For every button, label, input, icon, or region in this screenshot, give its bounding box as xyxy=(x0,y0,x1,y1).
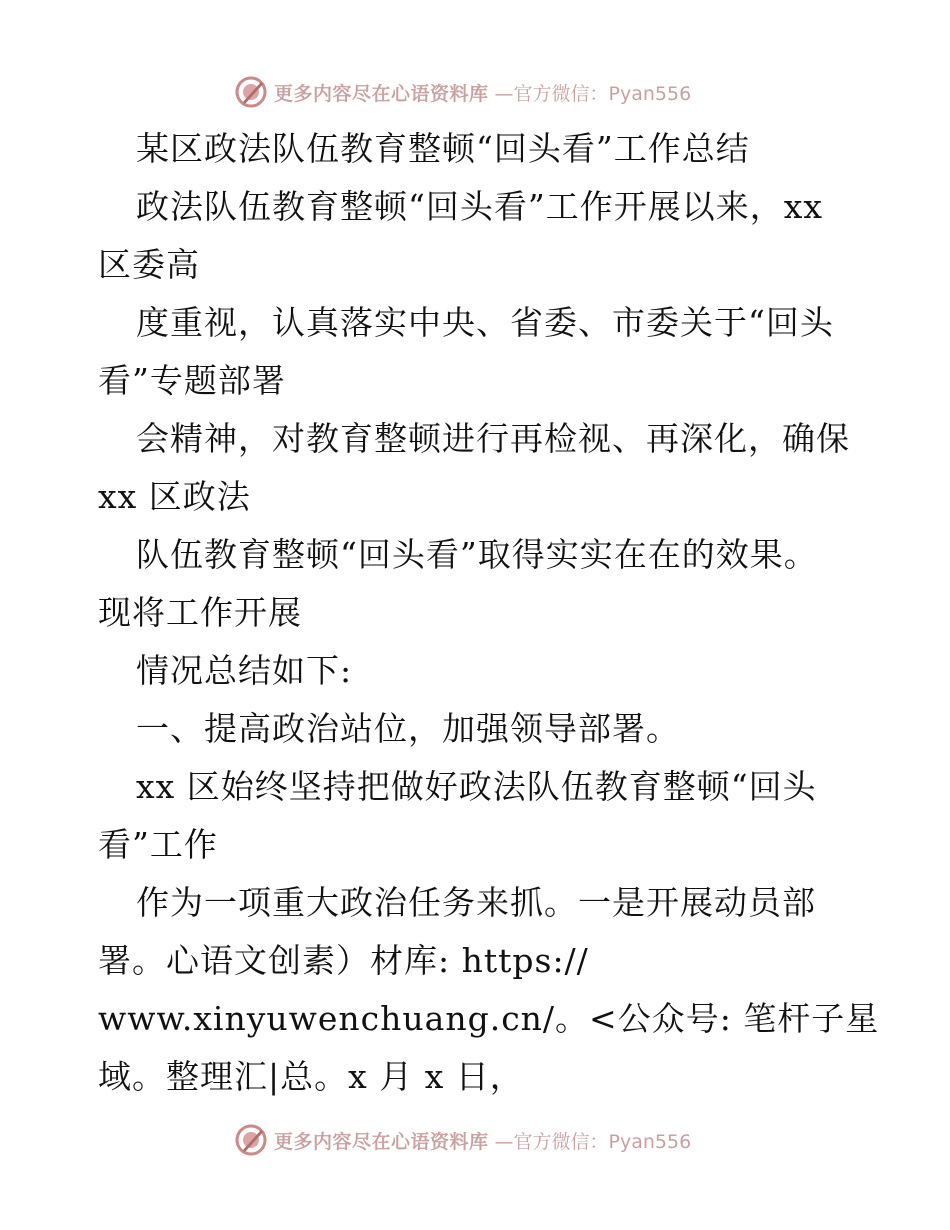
document-line: www.xinyuwenchuang.cn/。<公众号: 笔杆子星 xyxy=(98,999,880,1038)
document-line: 署。心语文创素）材库: https:// xyxy=(98,941,589,980)
document-line: 看”工作 xyxy=(98,825,218,864)
section-heading: 一、提高政治站位，加强领导部署。 xyxy=(136,709,680,748)
watermark-main-text: 更多内容尽在心语资料库 xyxy=(274,1130,489,1153)
document-line: 队伍教育整顿“回头看”取得实实在在的效果。 xyxy=(136,535,818,574)
quill-seal-icon xyxy=(234,75,268,109)
document-line: xx 区政法 xyxy=(98,477,251,516)
document-line: 情况总结如下: xyxy=(136,651,353,690)
document-line: 作为一项重大政治任务来抓。一是开展动员部 xyxy=(136,883,816,922)
document-line: xx 区始终坚持把做好政法队伍教育整顿“回头 xyxy=(136,767,817,806)
document-line: 看”专题部署 xyxy=(98,361,286,400)
document-line: 域。整理汇|总。x 月 x 日， xyxy=(98,1057,524,1096)
document-line: 政法队伍教育整顿“回头看”工作开展以来，xx xyxy=(136,187,823,226)
document-title: 某区政法队伍教育整顿“回头看”工作总结 xyxy=(136,129,750,168)
document-line: 现将工作开展 xyxy=(98,593,302,632)
quill-seal-icon xyxy=(234,1123,268,1157)
watermark-sub-text: —官方微信：Pyan556 xyxy=(494,1130,692,1153)
watermark-main-text: 更多内容尽在心语资料库 xyxy=(274,82,489,105)
watermark-banner-bottom xyxy=(234,1120,691,1160)
watermark-banner-top xyxy=(234,72,691,112)
document-line: 区委高 xyxy=(98,245,200,284)
document-line: 会精神，对教育整顿进行再检视、再深化，确保 xyxy=(136,419,850,458)
document-line: 度重视，认真落实中央、省委、市委关于“回头 xyxy=(136,303,834,342)
watermark-sub-text: —官方微信：Pyan556 xyxy=(494,82,692,105)
document-body xyxy=(98,120,888,1106)
